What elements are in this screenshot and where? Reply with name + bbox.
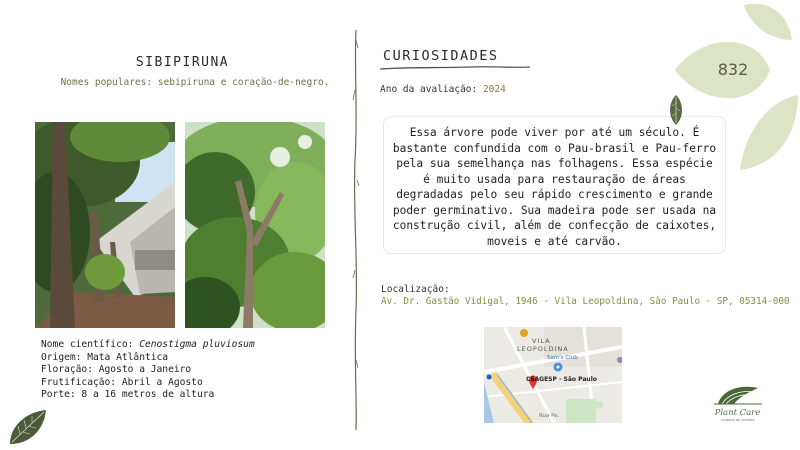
year-label: Ano da avaliação: [380,84,483,95]
curiosities-text: Essa árvore pode viver por até um século. É bastante confundida com o Pau-brasil e Pau-ferro pela sua semelhança nas folhagens. Essa espécie é muito usada para restauração de áreas degradadas pelo seu rápido crescimento e grande poder germinativo. Sua madeira pode ser usada na construção civil, além de confecção de caixotes, moveis e até carvão. [383,116,726,254]
plant-details [41,339,255,402]
tree-photo-street [35,122,175,328]
map-district-line1: VILA [532,337,551,345]
fruiting-row: Frutificação: Abril a Agosto [41,376,203,388]
scientific-name-value: Cenostigma pluviosum [139,339,255,350]
year-value: 2024 [482,84,506,95]
badge-number: 832 [717,60,749,79]
size-row: Porte: 8 a 16 metros de altura [41,389,215,401]
bottom-leaf-icon [8,408,48,446]
location-address: Av. Dr. Gastão Vidigal, 1946 - Vila Leopoldina, São Paulo - SP, 05314-000 [381,296,790,307]
location-label: Localização: [381,284,450,295]
evaluation-year [380,84,506,95]
decorative-leaves-icon [670,0,800,175]
origin-row: Origem: Mata Atlântica [41,351,169,363]
heading-underline [380,64,530,72]
map-district-line2: LEOPOLDINA [517,345,569,353]
map-poi-main: CEAGESP - São Paulo [526,376,597,383]
scientific-name-row [41,339,255,352]
plant-title: SIBIPIRUNA [135,55,230,70]
tree-photo-canopy [185,122,325,328]
flowering-row: Floração: Agosto a Janeiro [41,364,192,376]
small-leaf-icon [667,95,685,125]
curiosities-heading: CURIOSIDADES [383,48,499,64]
column-divider [350,30,362,430]
scientific-name-label: Nome científico: [41,339,140,350]
location-map[interactable] [484,327,622,423]
popular-names: Nomes populares: sebipiruna e coração-de-negro. [60,77,330,88]
logo-name: Plant Care [714,408,761,418]
logo-tagline: cuidado de plantas [720,418,755,422]
map-street-label: Rua Pe. [539,413,560,419]
map-poi-club: Sam's Club [547,355,578,361]
